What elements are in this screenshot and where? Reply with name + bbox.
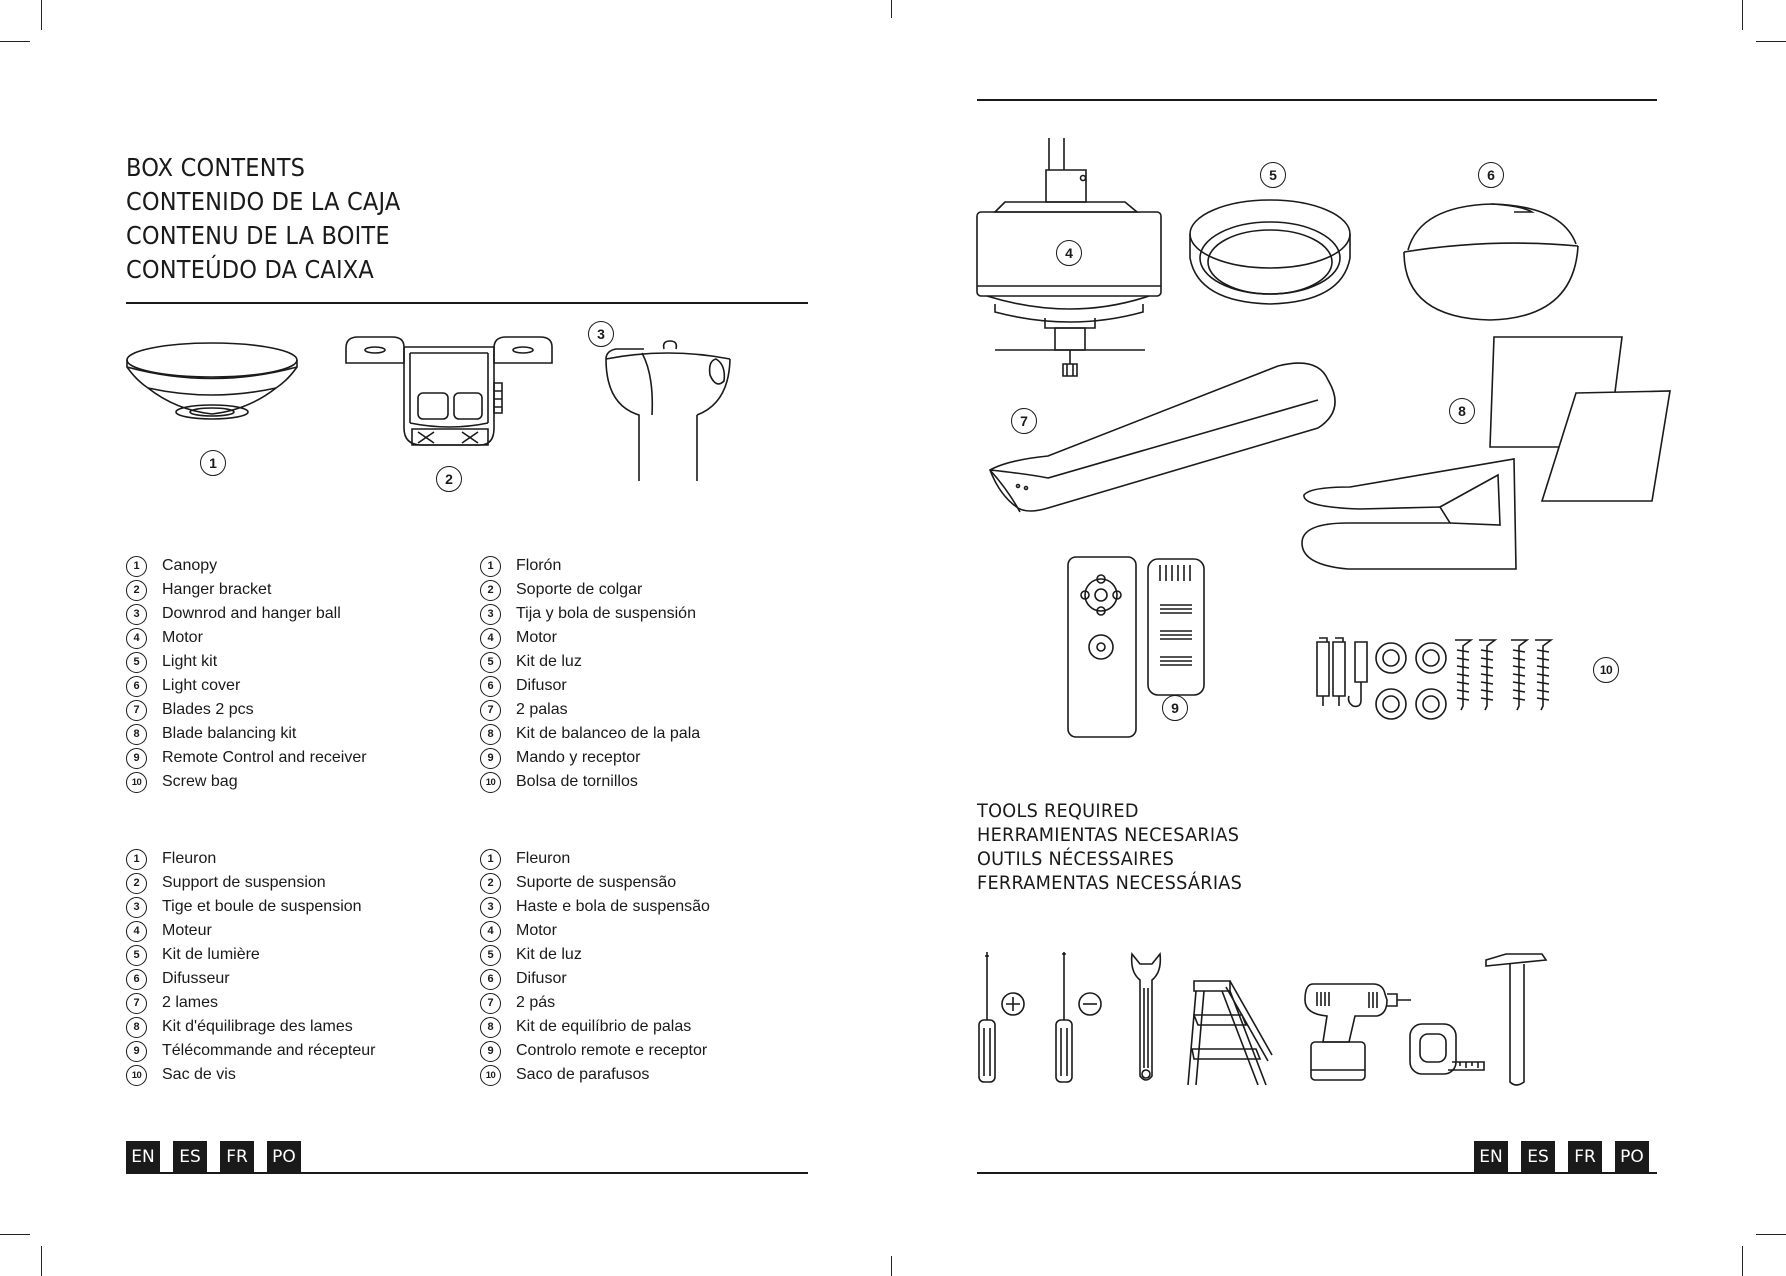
list-item (126, 578, 367, 602)
item-number: 4 (480, 921, 501, 942)
item-number: 10 (480, 1065, 501, 1086)
item-number: 8 (126, 724, 147, 745)
lang-tab-fr: FR (220, 1141, 254, 1174)
heading-divider (126, 302, 808, 304)
list-item (480, 650, 700, 674)
item-number: 3 (480, 897, 501, 918)
item-label: 2 lames (162, 994, 219, 1011)
part-callout-8: 8 (1449, 398, 1475, 424)
item-label: Bolsa de tornillos (516, 773, 638, 790)
item-label: Difusseur (162, 970, 230, 987)
item-number: 4 (480, 628, 501, 649)
list-item (126, 847, 375, 871)
item-number: 8 (480, 724, 501, 745)
item-label: Light kit (162, 653, 218, 670)
crop-mark (41, 1246, 42, 1276)
light-cover-illustration (1402, 198, 1580, 323)
list-item (480, 847, 710, 871)
list-item (480, 578, 700, 602)
item-number: 3 (126, 604, 147, 625)
tools-heading-fr: OUTILS NÉCESSAIRES (977, 848, 1175, 870)
item-label: Kit de lumière (162, 946, 260, 963)
item-label: Kit de luz (516, 946, 582, 963)
list-item (126, 626, 367, 650)
item-label: Kit de equilíbrio de palas (516, 1018, 692, 1035)
item-number: 2 (480, 580, 501, 601)
crop-mark (891, 1256, 892, 1276)
list-item (480, 943, 710, 967)
list-item (126, 967, 375, 991)
item-label: Fleuron (516, 850, 571, 867)
hammer-icon (1484, 950, 1549, 1090)
item-label: Tija y bola de suspensión (516, 605, 696, 622)
part-callout-6: 6 (1478, 162, 1504, 188)
remote-control-illustration (1066, 555, 1241, 740)
box-contents-heading-en: BOX CONTENTS (126, 153, 306, 182)
list-item (480, 746, 700, 770)
item-number: 10 (480, 772, 501, 793)
wrench-icon (1128, 950, 1164, 1085)
item-label: Haste e bola de suspensão (516, 898, 710, 915)
item-label: Kit d'équilibrage des lames (162, 1018, 353, 1035)
list-item (126, 722, 367, 746)
item-number: 7 (126, 993, 147, 1014)
light-kit-illustration (1188, 198, 1353, 308)
item-number: 6 (480, 676, 501, 697)
item-label: Motor (162, 629, 203, 646)
item-label: Hanger bracket (162, 581, 272, 598)
item-number: 7 (480, 700, 501, 721)
list-item (480, 554, 700, 578)
lang-tab-en: EN (126, 1141, 160, 1174)
list-item (480, 991, 710, 1015)
item-label: Mando y receptor (516, 749, 641, 766)
crop-mark (1742, 1246, 1743, 1276)
item-label: Sac de vis (162, 1066, 236, 1083)
lang-tab-es: ES (173, 1141, 207, 1174)
item-label: Blades 2 pcs (162, 701, 254, 718)
item-number: 5 (126, 945, 147, 966)
crop-mark (41, 0, 42, 30)
item-number: 1 (480, 556, 501, 577)
balancing-kit-illustration (1300, 335, 1672, 575)
crop-mark (1756, 41, 1786, 42)
part-callout-1: 1 (200, 450, 226, 476)
item-label: Kit de luz (516, 653, 582, 670)
tape-measure-icon (1408, 1022, 1488, 1077)
item-label: Motor (516, 629, 557, 646)
phillips-screwdriver-icon (975, 950, 1035, 1085)
item-number: 8 (480, 1017, 501, 1038)
part-callout-7: 7 (1011, 408, 1037, 434)
item-number: 3 (126, 897, 147, 918)
list-item (480, 626, 700, 650)
parts-list-po (480, 847, 710, 1087)
item-label: 2 palas (516, 701, 568, 718)
downrod-illustration (604, 345, 734, 485)
hanger-bracket-illustration (342, 333, 557, 453)
list-item (126, 554, 367, 578)
list-item (126, 991, 375, 1015)
tools-heading-po: FERRAMENTAS NECESSÁRIAS (977, 872, 1243, 894)
parts-list-en (126, 554, 367, 794)
item-number: 2 (126, 580, 147, 601)
crop-mark (0, 41, 30, 42)
list-item (126, 602, 367, 626)
item-label: Florón (516, 557, 562, 574)
list-item (480, 919, 710, 943)
tools-required-heading (977, 799, 1242, 895)
item-number: 9 (126, 748, 147, 769)
step-ladder-icon (1186, 975, 1276, 1090)
language-bar-right (1474, 1141, 1649, 1174)
item-number: 9 (480, 1041, 501, 1062)
item-label: Motor (516, 922, 557, 939)
lang-tab-fr: FR (1568, 1141, 1602, 1174)
list-item (126, 919, 375, 943)
item-label: Blade balancing kit (162, 725, 297, 742)
lang-tab-po: PO (267, 1141, 301, 1174)
item-number: 7 (126, 700, 147, 721)
item-number: 10 (126, 1065, 147, 1086)
blade-illustration (988, 360, 1348, 520)
parts-list-fr (126, 847, 375, 1087)
item-label: Light cover (162, 677, 241, 694)
box-contents-heading (126, 151, 401, 287)
tools-heading-en: TOOLS REQUIRED (977, 800, 1139, 822)
crop-mark (891, 0, 892, 18)
list-item (480, 602, 700, 626)
box-contents-heading-fr: CONTENU DE LA BOITE (126, 221, 390, 250)
item-number: 2 (480, 873, 501, 894)
list-item (126, 1063, 375, 1087)
list-item (480, 722, 700, 746)
item-label: Moteur (162, 922, 212, 939)
item-label: Support de suspension (162, 874, 326, 891)
item-label: 2 pás (516, 994, 556, 1011)
item-number: 6 (126, 676, 147, 697)
tools-heading-es: HERRAMIENTAS NECESARIAS (977, 824, 1240, 846)
part-callout-10: 10 (1593, 657, 1619, 683)
flathead-screwdriver-icon (1052, 950, 1112, 1085)
list-item (480, 1039, 710, 1063)
list-item (126, 943, 375, 967)
lang-tab-es: ES (1521, 1141, 1555, 1174)
list-item (126, 698, 367, 722)
item-number: 2 (126, 873, 147, 894)
item-label: Tige et boule de suspension (162, 898, 362, 915)
item-number: 3 (480, 604, 501, 625)
item-label: Kit de balanceo de la pala (516, 725, 701, 742)
lang-tab-po: PO (1615, 1141, 1649, 1174)
list-item (126, 1015, 375, 1039)
top-rule-right (977, 99, 1657, 101)
part-callout-4: 4 (1056, 240, 1082, 266)
language-bar-left (126, 1141, 301, 1174)
box-contents-heading-po: CONTEÚDO DA CAIXA (126, 255, 374, 284)
part-callout-2: 2 (436, 466, 462, 492)
list-item (126, 871, 375, 895)
crop-mark (1742, 0, 1743, 30)
crop-mark (1756, 1234, 1786, 1235)
list-item (126, 1039, 375, 1063)
part-callout-3: 3 (588, 321, 614, 347)
item-number: 1 (480, 849, 501, 870)
item-number: 5 (480, 945, 501, 966)
item-number: 9 (126, 1041, 147, 1062)
list-item (126, 650, 367, 674)
item-label: Difusor (516, 677, 567, 694)
item-label: Canopy (162, 557, 218, 574)
list-item (480, 698, 700, 722)
list-item (480, 1015, 710, 1039)
item-number: 7 (480, 993, 501, 1014)
part-callout-9: 9 (1162, 695, 1188, 721)
item-label: Difusor (516, 970, 567, 987)
item-label: Suporte de suspensão (516, 874, 677, 891)
item-label: Screw bag (162, 773, 238, 790)
item-number: 1 (126, 849, 147, 870)
list-item (480, 895, 710, 919)
box-contents-heading-es: CONTENIDO DE LA CAJA (126, 187, 401, 216)
item-number: 5 (480, 652, 501, 673)
lang-tab-en: EN (1474, 1141, 1508, 1174)
footer-rule-right (977, 1172, 1657, 1174)
item-number: 1 (126, 556, 147, 577)
list-item (126, 895, 375, 919)
power-drill-icon (1303, 980, 1413, 1085)
list-item (126, 746, 367, 770)
item-number: 6 (480, 969, 501, 990)
item-label: Saco de parafusos (516, 1066, 650, 1083)
item-number: 8 (126, 1017, 147, 1038)
part-callout-5: 5 (1260, 162, 1286, 188)
item-number: 4 (126, 921, 147, 942)
list-item (480, 871, 710, 895)
list-item (126, 770, 367, 794)
item-label: Controlo remote e receptor (516, 1042, 708, 1059)
item-label: Soporte de colgar (516, 581, 643, 598)
crop-mark (0, 1234, 30, 1235)
item-number: 5 (126, 652, 147, 673)
item-label: Downrod and hanger ball (162, 605, 341, 622)
list-item (480, 1063, 710, 1087)
item-label: Fleuron (162, 850, 217, 867)
list-item (480, 674, 700, 698)
parts-list-es (480, 554, 700, 794)
item-label: Télécommande and récepteur (162, 1042, 376, 1059)
footer-rule-left (126, 1172, 808, 1174)
screw-bag-illustration (1315, 636, 1575, 711)
item-number: 9 (480, 748, 501, 769)
list-item (480, 770, 700, 794)
item-number: 6 (126, 969, 147, 990)
item-number: 10 (126, 772, 147, 793)
list-item (126, 674, 367, 698)
item-number: 4 (126, 628, 147, 649)
item-label: Remote Control and receiver (162, 749, 367, 766)
canopy-illustration (126, 340, 301, 435)
list-item (480, 967, 710, 991)
